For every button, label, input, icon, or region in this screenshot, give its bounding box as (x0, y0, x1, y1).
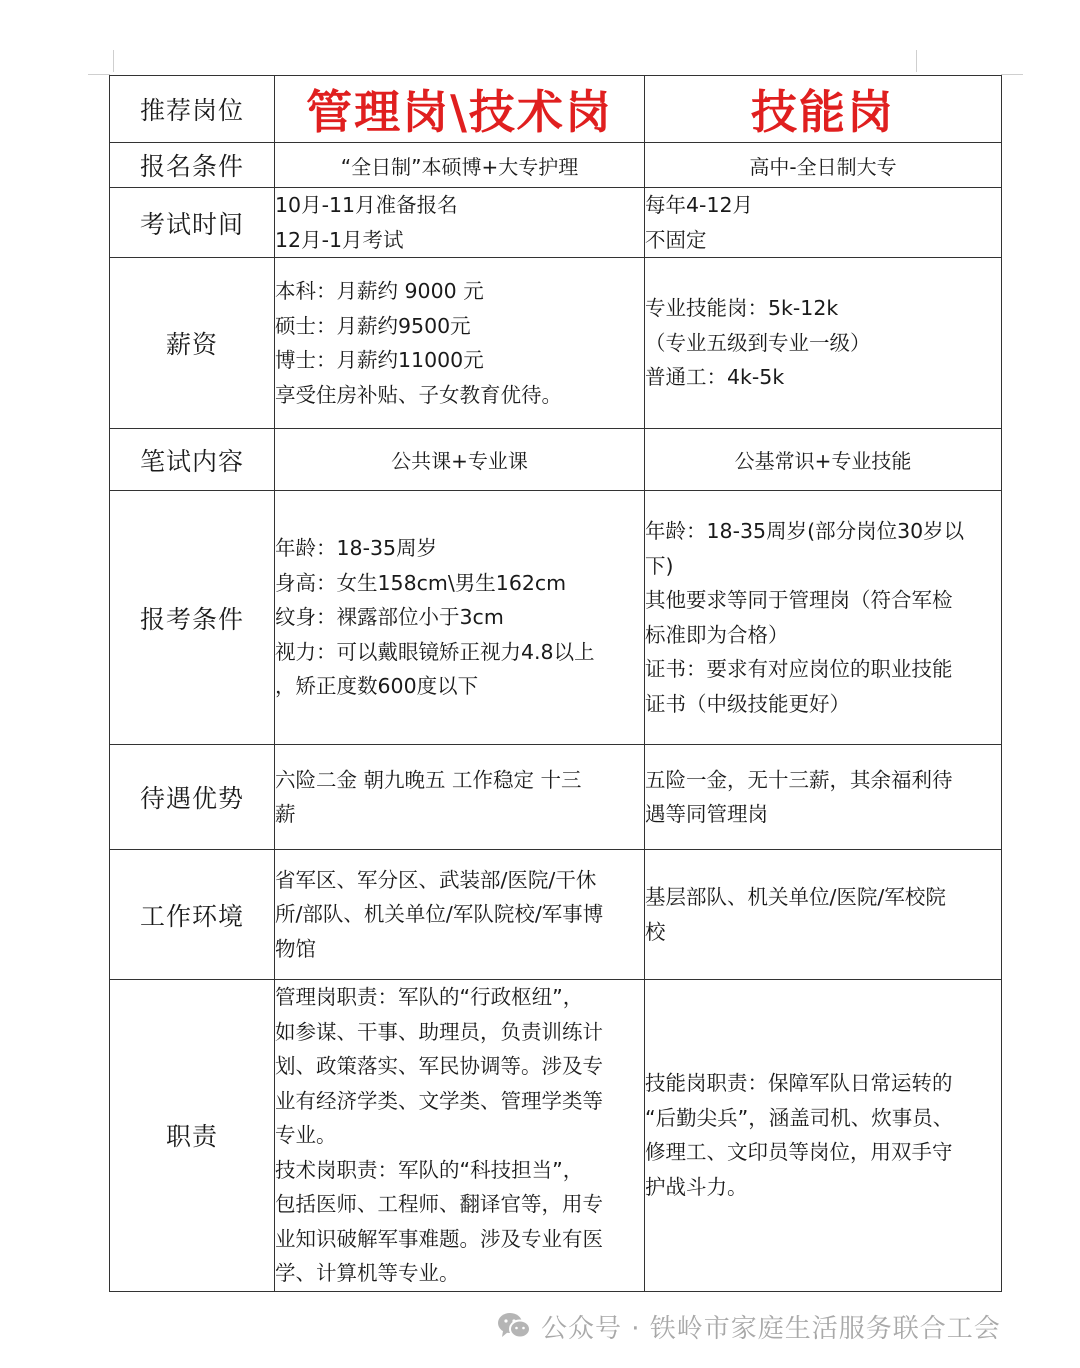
row-work-environment (110, 850, 1002, 980)
header-label: 推荐岗位 (110, 76, 275, 143)
cell-line: 学、计算机等专业。 (275, 1261, 460, 1285)
row-label: 考试时间 (110, 188, 275, 258)
cell-line: 其他要求等同于管理岗（符合军检 (645, 588, 953, 612)
cell-line: 证书：要求有对应岗位的职业技能 (645, 657, 953, 681)
cell-col2 (645, 491, 1002, 745)
row-label: 待遇优势 (110, 745, 275, 850)
cell-col1 (275, 143, 645, 188)
cell-col2 (645, 143, 1002, 188)
cell-line: 10月-11月准备报名 (275, 193, 458, 217)
cell-line: 修理工、文印员等岗位，用双手守 (645, 1140, 953, 1165)
cell-col1 (275, 258, 645, 429)
cell-line: 公基常识+专业技能 (734, 449, 912, 473)
cell-col2 (645, 258, 1002, 429)
cell-line: 标准即为合格） (645, 622, 789, 647)
cell-line: 年龄：18-35周岁(部分岗位30岁以 (645, 519, 965, 543)
cell-col1 (275, 850, 645, 980)
row-duties (110, 980, 1002, 1292)
cell-line: 技术岗职责：军队的“科技担当”， (275, 1157, 584, 1182)
cell-line: 物馆 (275, 936, 316, 961)
row-label: 职责 (110, 980, 275, 1292)
cell-line: 博士：月薪约11000元 (275, 348, 484, 372)
header-management-tech: 管理岗\技术岗 (275, 76, 645, 143)
cell-line: 硕士：月薪约9500元 (275, 313, 471, 338)
watermark (497, 1306, 1001, 1346)
cell-col1 (275, 188, 645, 258)
recruitment-table (109, 75, 1002, 1292)
cell-line: “全日制”本硕博+大专护理 (340, 154, 579, 179)
cell-line: 专业。 (275, 1123, 337, 1147)
cell-line: 每年4-12月 (645, 193, 754, 217)
row-salary (110, 258, 1002, 429)
cell-line: 省军区、军分区、武装部/医院/干休 (275, 867, 597, 892)
cell-line: 享受住房补贴、子女教育优待。 (275, 382, 562, 407)
row-registration (110, 143, 1002, 188)
cell-line: 专业技能岗：5k-12k (645, 296, 839, 321)
cell-line: 管理岗职责：军队的“行政枢纽”， (275, 985, 584, 1009)
row-exam-time (110, 188, 1002, 258)
cell-line: 身高：女生158cm\男生162cm (275, 570, 567, 595)
cell-line: 视力：可以戴眼镜矫正视力4.8以上 (275, 639, 595, 664)
cell-line: 所/部队、机关单位/军队院校/军事博 (275, 902, 604, 927)
cell-line: 业有经济学类、文学类、管理学类等 (275, 1088, 603, 1113)
cell-col1 (275, 429, 645, 491)
page-crop-marks (0, 0, 1080, 80)
cell-line: 普通工：4k-5k (645, 365, 785, 390)
row-benefits (110, 745, 1002, 850)
row-label: 工作环境 (110, 850, 275, 980)
cell-line: 划、政策落实、军民协调等。涉及专 (275, 1054, 603, 1078)
table-header-row (110, 76, 1002, 143)
wechat-icon (497, 1311, 531, 1341)
row-eligibility (110, 491, 1002, 745)
cell-line: 校 (645, 919, 666, 944)
cell-line: 五险一金，无十三薪，其余福利待 (645, 767, 953, 792)
cell-col1 (275, 745, 645, 850)
cell-line: 年龄：18-35周岁 (275, 536, 438, 561)
cell-col2 (645, 850, 1002, 980)
cell-line: 技能岗职责：保障军队日常运转的 (645, 1071, 953, 1096)
row-label: 薪资 (110, 258, 275, 429)
row-written-exam (110, 429, 1002, 491)
cell-col1 (275, 491, 645, 745)
cell-line: 不固定 (645, 227, 707, 252)
cell-col1 (275, 980, 645, 1292)
cell-line: 本科：月薪约 9000 元 (275, 279, 484, 303)
cell-line: 护战斗力。 (645, 1174, 748, 1199)
header-skilled: 技能岗 (645, 76, 1002, 143)
cell-line: 基层部队、机关单位/医院/军校院 (645, 885, 946, 909)
cell-line: 业知识破解军事难题。涉及专业有医 (275, 1226, 603, 1251)
cell-line: “后勤尖兵”，涵盖司机、炊事员、 (645, 1105, 954, 1130)
cell-line: 纹身：裸露部位小于3cm (275, 605, 504, 630)
cell-line: 包括医师、工程师、翻译官等，用专 (275, 1192, 603, 1216)
cell-line: 遇等同管理岗 (645, 802, 768, 826)
cell-line: 12月-1月考试 (275, 227, 404, 252)
cell-col2 (645, 188, 1002, 258)
cell-col2 (645, 745, 1002, 850)
row-label: 笔试内容 (110, 429, 275, 491)
cell-col2 (645, 980, 1002, 1292)
cell-line: （专业五级到专业一级） (645, 330, 871, 355)
cell-col2 (645, 429, 1002, 491)
row-label: 报考条件 (110, 491, 275, 745)
cell-line: 证书（中级技能更好） (645, 691, 850, 716)
cell-line: 公共课+专业课 (391, 449, 528, 473)
cell-line: 高中-全日制大专 (749, 154, 897, 179)
cell-line: ，矫正度数600度以下 (275, 674, 479, 699)
cell-line: 六险二金 朝九晚五 工作稳定 十三 (275, 767, 582, 792)
cell-line: 薪 (275, 802, 296, 826)
watermark-text: 公众号 · 铁岭市家庭生活服务联合工会 (541, 1313, 1001, 1344)
cell-line: 如参谋、干事、助理员，负责训练计 (275, 1019, 603, 1044)
cell-line: 下) (645, 553, 674, 578)
row-label: 报名条件 (110, 143, 275, 188)
